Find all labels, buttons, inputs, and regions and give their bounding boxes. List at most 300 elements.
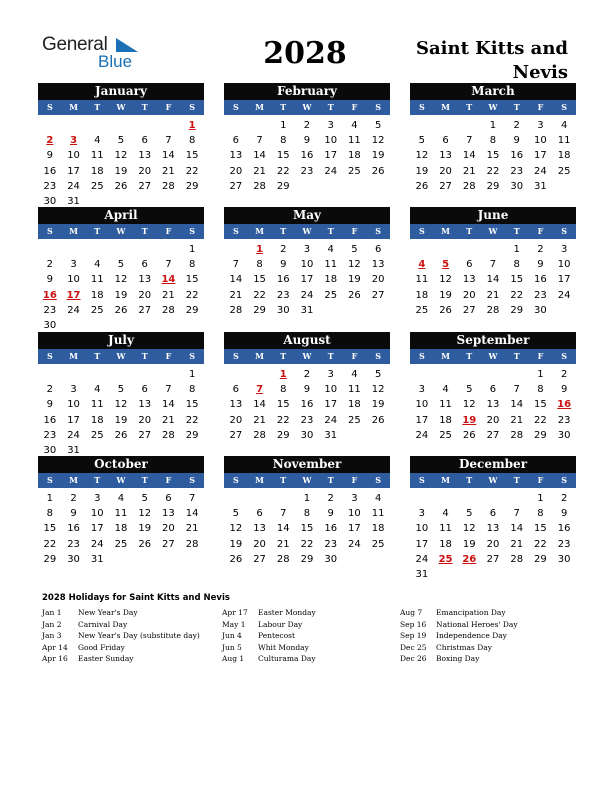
- country-name: [368, 37, 568, 85]
- weekday-header: [410, 473, 576, 488]
- day-cell: 2: [280, 244, 287, 255]
- days-grid: [410, 242, 576, 318]
- days-grid: [38, 491, 204, 567]
- weekday-label: F: [537, 351, 544, 361]
- day-cell: 19: [114, 414, 128, 426]
- weekday-label: F: [351, 226, 358, 236]
- day-cell: 15: [43, 523, 57, 535]
- day-cell: 5: [418, 135, 426, 147]
- day-cell: 23: [324, 538, 338, 550]
- day-cell: 7: [188, 493, 196, 504]
- day-cell: 15: [276, 399, 290, 411]
- day-cell: 22: [253, 289, 266, 301]
- day-cell: 30: [557, 429, 571, 441]
- weekday-label: T: [94, 351, 101, 361]
- day-cell: 7: [513, 508, 520, 520]
- day-cell: 5: [141, 493, 148, 504]
- holiday-date: Apr 16: [42, 654, 68, 664]
- day-cell: 8: [513, 259, 520, 271]
- day-cell: 11: [90, 399, 104, 411]
- empty-day-cell: [62, 118, 86, 133]
- weekday-header: [38, 224, 204, 239]
- day-cell: 3: [327, 369, 334, 380]
- day-cell: 14: [462, 150, 476, 162]
- day-cell: 15: [510, 274, 524, 286]
- day-cell: 26: [439, 304, 452, 316]
- weekday-label: F: [165, 475, 172, 485]
- day-cell: 16: [276, 274, 290, 286]
- day-cell: 7: [513, 384, 520, 396]
- day-cell: 30: [534, 304, 547, 316]
- holiday-date: Sep 19: [400, 631, 427, 641]
- holiday-day-cell: 1: [279, 369, 287, 380]
- day-cell: 24: [67, 304, 80, 316]
- day-cell: 17: [348, 523, 361, 535]
- day-cell: 10: [90, 508, 104, 520]
- day-cell: 13: [486, 523, 500, 535]
- holiday-day-cell: 16: [42, 289, 57, 301]
- holiday-day-cell: 1: [188, 120, 196, 131]
- day-cell: 14: [253, 399, 266, 411]
- day-cell: 13: [371, 259, 385, 271]
- day-cell: 21: [229, 289, 243, 301]
- weekday-label: T: [141, 351, 148, 361]
- weekday-label: M: [255, 351, 264, 361]
- day-cell: 17: [300, 274, 314, 286]
- holidays-column: [42, 607, 218, 665]
- weekday-label: W: [302, 475, 312, 485]
- day-cell: 19: [462, 538, 476, 550]
- day-cell: 29: [185, 429, 199, 441]
- month-december: [410, 456, 576, 582]
- day-cell: 28: [276, 553, 290, 565]
- day-cell: 27: [138, 180, 152, 192]
- day-cell: 1: [188, 369, 196, 380]
- day-cell: 22: [276, 165, 290, 177]
- weekday-label: W: [116, 475, 126, 485]
- day-cell: 14: [162, 150, 175, 162]
- day-cell: 4: [442, 384, 449, 396]
- holiday-day-cell: 19: [462, 414, 477, 426]
- day-cell: 8: [256, 259, 263, 271]
- day-cell: 30: [276, 304, 290, 316]
- day-cell: 29: [486, 180, 500, 192]
- holiday-date: Dec 25: [400, 642, 427, 652]
- empty-day-cell: [85, 242, 109, 257]
- day-cell: 12: [462, 399, 476, 411]
- day-cell: 17: [67, 165, 80, 177]
- day-cell: 17: [324, 150, 338, 162]
- day-cell: 22: [510, 289, 524, 301]
- day-cell: 8: [188, 135, 196, 147]
- weekday-label: S: [375, 102, 382, 112]
- month-title: July: [38, 332, 204, 349]
- holiday-name: New Year's Day: [78, 608, 138, 617]
- day-cell: 31: [90, 553, 104, 565]
- day-cell: 15: [300, 523, 314, 535]
- month-february: [224, 83, 390, 194]
- day-cell: 12: [462, 523, 476, 535]
- empty-day-cell: [157, 242, 181, 257]
- day-cell: 14: [253, 150, 266, 162]
- day-cell: 12: [415, 150, 429, 162]
- weekday-label: T: [513, 475, 520, 485]
- holiday-date: Jan 2: [42, 619, 62, 629]
- holiday-day-cell: 2: [46, 135, 54, 147]
- weekday-label: W: [488, 226, 498, 236]
- day-cell: 6: [256, 508, 263, 520]
- day-cell: 25: [114, 538, 128, 550]
- day-cell: 30: [43, 444, 57, 456]
- weekday-label: S: [418, 351, 425, 361]
- day-cell: 2: [70, 493, 77, 504]
- holiday-day-cell: 1: [256, 244, 264, 255]
- weekday-label: T: [327, 351, 334, 361]
- day-cell: 11: [90, 150, 104, 162]
- day-cell: 10: [415, 523, 429, 535]
- holiday-date: Aug 1: [222, 654, 245, 664]
- holiday-row: [222, 642, 398, 654]
- holiday-date: Jan 3: [42, 631, 62, 641]
- day-cell: 2: [560, 493, 568, 504]
- day-cell: 13: [229, 150, 243, 162]
- day-cell: 13: [439, 150, 452, 162]
- weekday-label: W: [488, 102, 498, 112]
- day-cell: 20: [462, 289, 476, 301]
- weekday-header: [38, 100, 204, 115]
- weekday-label: M: [441, 102, 450, 112]
- weekday-label: S: [232, 475, 239, 485]
- holiday-row: [222, 630, 398, 642]
- day-cell: 4: [351, 369, 358, 380]
- day-cell: 11: [324, 259, 338, 271]
- day-cell: 8: [537, 508, 544, 520]
- day-cell: 18: [324, 274, 338, 286]
- empty-day-cell: [38, 118, 62, 133]
- holiday-row: [42, 653, 218, 665]
- day-cell: 11: [371, 508, 385, 520]
- month-title: September: [410, 332, 576, 349]
- day-cell: 11: [439, 399, 452, 411]
- holidays-column: [222, 607, 398, 665]
- weekday-label: T: [466, 226, 473, 236]
- day-cell: 13: [486, 399, 500, 411]
- day-cell: 3: [418, 384, 426, 396]
- day-cell: 19: [348, 274, 361, 286]
- days-grid: [224, 367, 390, 443]
- empty-day-cell: [62, 367, 86, 382]
- holiday-name: Carnival Day: [78, 619, 128, 629]
- empty-day-cell: [248, 491, 272, 506]
- day-cell: 21: [162, 414, 175, 426]
- day-cell: 14: [185, 508, 199, 520]
- holiday-date: Jun 4: [222, 631, 242, 641]
- day-cell: 18: [415, 289, 429, 301]
- day-cell: 4: [560, 120, 568, 131]
- weekday-label: T: [327, 102, 334, 112]
- day-cell: 20: [162, 523, 175, 535]
- day-cell: 29: [253, 304, 266, 316]
- day-cell: 14: [276, 523, 290, 535]
- holiday-day-cell: 14: [161, 274, 176, 286]
- day-cell: 20: [229, 414, 243, 426]
- empty-day-cell: [224, 367, 248, 382]
- day-cell: 24: [300, 289, 314, 301]
- country-name-line-2: Nevis: [512, 62, 568, 83]
- day-cell: 29: [185, 180, 199, 192]
- day-cell: 5: [351, 244, 358, 255]
- day-cell: 13: [253, 523, 266, 535]
- holiday-date: Jun 5: [222, 642, 242, 652]
- day-cell: 27: [439, 180, 452, 192]
- day-cell: 15: [534, 399, 547, 411]
- empty-day-cell: [62, 242, 86, 257]
- day-cell: 6: [374, 244, 382, 255]
- day-cell: 28: [162, 304, 175, 316]
- empty-day-cell: [224, 491, 248, 506]
- empty-day-cell: [224, 118, 248, 133]
- weekday-label: M: [255, 102, 264, 112]
- day-cell: 27: [253, 553, 266, 565]
- weekday-label: T: [327, 226, 334, 236]
- day-cell: 6: [489, 508, 497, 520]
- empty-day-cell: [248, 367, 272, 382]
- weekday-label: T: [141, 102, 148, 112]
- holiday-row: [42, 642, 218, 654]
- day-cell: 17: [415, 538, 429, 550]
- weekday-label: F: [537, 475, 544, 485]
- day-cell: 13: [138, 150, 152, 162]
- weekday-label: W: [116, 102, 126, 112]
- empty-day-cell: [109, 118, 133, 133]
- month-title: March: [410, 83, 576, 100]
- day-cell: 20: [138, 414, 152, 426]
- day-cell: 18: [557, 150, 571, 162]
- weekday-label: T: [513, 226, 520, 236]
- weekday-label: S: [561, 102, 568, 112]
- days-grid: [224, 242, 390, 318]
- holiday-date: Sep 16: [400, 619, 427, 629]
- day-cell: 25: [371, 538, 385, 550]
- day-cell: 5: [117, 259, 125, 271]
- day-cell: 22: [185, 414, 199, 426]
- day-cell: 30: [510, 180, 524, 192]
- day-cell: 22: [300, 538, 314, 550]
- day-cell: 2: [560, 369, 568, 380]
- days-grid: [410, 367, 576, 443]
- day-cell: 5: [466, 384, 473, 396]
- empty-day-cell: [457, 118, 481, 133]
- day-cell: 24: [67, 180, 80, 192]
- day-cell: 21: [510, 538, 524, 550]
- day-cell: 17: [534, 150, 547, 162]
- weekday-label: T: [94, 102, 101, 112]
- day-cell: 31: [324, 429, 338, 441]
- day-cell: 13: [138, 274, 152, 286]
- day-cell: 8: [280, 384, 287, 396]
- weekday-label: S: [232, 102, 239, 112]
- logo-word-blue: Blue: [98, 52, 133, 71]
- weekday-label: W: [488, 351, 498, 361]
- holiday-day-cell: 4: [418, 259, 426, 271]
- day-cell: 26: [114, 304, 128, 316]
- empty-day-cell: [157, 118, 181, 133]
- day-cell: 12: [138, 508, 152, 520]
- day-cell: 29: [534, 553, 547, 565]
- day-cell: 28: [253, 180, 266, 192]
- weekday-label: S: [561, 475, 568, 485]
- general-blue-logo: [42, 34, 142, 74]
- day-cell: 3: [418, 508, 426, 520]
- weekday-label: F: [165, 102, 172, 112]
- weekday-label: F: [165, 226, 172, 236]
- day-cell: 13: [462, 274, 476, 286]
- day-cell: 20: [439, 165, 452, 177]
- weekday-label: W: [302, 351, 312, 361]
- weekday-label: F: [351, 351, 358, 361]
- day-cell: 1: [280, 120, 287, 131]
- day-cell: 6: [489, 384, 497, 396]
- weekday-label: F: [537, 102, 544, 112]
- holidays-title: 2028 Holidays for Saint Kitts and Nevis: [42, 593, 230, 603]
- weekday-label: M: [441, 226, 450, 236]
- day-cell: 21: [185, 523, 199, 535]
- holiday-name: Christmas Day: [436, 642, 492, 652]
- day-cell: 22: [43, 538, 57, 550]
- day-cell: 10: [415, 399, 429, 411]
- day-cell: 7: [256, 135, 263, 147]
- day-cell: 15: [534, 523, 547, 535]
- weekday-header: [410, 100, 576, 115]
- day-cell: 5: [117, 135, 125, 147]
- day-cell: 8: [46, 508, 54, 520]
- days-grid: [410, 118, 576, 194]
- empty-day-cell: [271, 491, 295, 506]
- weekday-label: M: [69, 351, 78, 361]
- weekday-header: [224, 224, 390, 239]
- holiday-name: New Year's Day (substitute day): [78, 631, 200, 641]
- day-cell: 16: [300, 399, 314, 411]
- holiday-name: Culturama Day: [258, 654, 316, 664]
- day-cell: 28: [162, 429, 175, 441]
- day-cell: 4: [117, 493, 125, 504]
- day-cell: 24: [324, 414, 338, 426]
- day-cell: 12: [439, 274, 452, 286]
- day-cell: 24: [415, 429, 429, 441]
- holiday-row: [400, 653, 576, 665]
- weekday-label: T: [466, 102, 473, 112]
- holiday-name: Whit Monday: [258, 642, 309, 652]
- day-cell: 24: [67, 429, 80, 441]
- month-title: January: [38, 83, 204, 100]
- day-cell: 20: [486, 538, 500, 550]
- weekday-label: S: [189, 226, 196, 236]
- weekday-header: [410, 224, 576, 239]
- holiday-name: Emancipation Day: [436, 608, 506, 617]
- weekday-header: [38, 349, 204, 364]
- weekday-label: S: [46, 226, 53, 236]
- holiday-name: Easter Sunday: [78, 654, 134, 664]
- month-title: August: [224, 332, 390, 349]
- day-cell: 11: [348, 384, 361, 396]
- day-cell: 12: [371, 135, 385, 147]
- logo-word-general: General: [42, 34, 108, 55]
- weekday-label: S: [232, 226, 239, 236]
- day-cell: 12: [114, 399, 128, 411]
- empty-day-cell: [109, 242, 133, 257]
- month-title: December: [410, 456, 576, 473]
- day-cell: 21: [276, 538, 290, 550]
- weekday-label: S: [189, 351, 196, 361]
- day-cell: 7: [165, 384, 172, 396]
- day-cell: 26: [138, 538, 152, 550]
- weekday-label: W: [302, 226, 312, 236]
- day-cell: 10: [557, 259, 571, 271]
- holiday-name: Pentecost: [258, 631, 296, 641]
- weekday-label: T: [466, 351, 473, 361]
- day-cell: 15: [185, 150, 199, 162]
- month-october: [38, 456, 204, 567]
- day-cell: 27: [162, 538, 175, 550]
- weekday-label: M: [69, 475, 78, 485]
- day-cell: 11: [439, 523, 452, 535]
- holiday-name: Labour Day: [258, 619, 303, 629]
- day-cell: 23: [43, 304, 57, 316]
- day-cell: 28: [510, 553, 524, 565]
- day-cell: 12: [229, 523, 243, 535]
- weekday-header: [410, 349, 576, 364]
- day-cell: 24: [348, 538, 361, 550]
- day-cell: 3: [70, 259, 77, 271]
- month-march: [410, 83, 576, 194]
- weekday-label: S: [561, 226, 568, 236]
- weekday-header: [224, 100, 390, 115]
- day-cell: 31: [415, 568, 429, 580]
- day-cell: 27: [229, 180, 243, 192]
- day-cell: 24: [534, 165, 547, 177]
- day-cell: 2: [303, 120, 311, 131]
- day-cell: 18: [348, 150, 361, 162]
- weekday-label: F: [165, 351, 172, 361]
- day-cell: 28: [162, 180, 175, 192]
- day-cell: 5: [374, 369, 382, 380]
- day-cell: 23: [300, 165, 314, 177]
- weekday-label: F: [351, 102, 358, 112]
- day-cell: 2: [46, 384, 54, 396]
- day-cell: 30: [324, 553, 338, 565]
- month-january: [38, 83, 204, 209]
- empty-day-cell: [434, 242, 458, 257]
- holiday-day-cell: 7: [256, 384, 264, 396]
- day-cell: 22: [486, 165, 500, 177]
- empty-day-cell: [85, 367, 109, 382]
- weekday-label: M: [255, 475, 264, 485]
- day-cell: 7: [280, 508, 287, 520]
- holidays-column: [400, 607, 576, 665]
- day-cell: 9: [46, 150, 54, 162]
- day-cell: 24: [415, 553, 429, 565]
- weekday-label: S: [232, 351, 239, 361]
- day-cell: 18: [348, 399, 361, 411]
- day-cell: 9: [513, 135, 520, 147]
- day-cell: 14: [229, 274, 243, 286]
- day-cell: 16: [300, 150, 314, 162]
- weekday-label: T: [327, 475, 334, 485]
- day-cell: 21: [510, 414, 524, 426]
- day-cell: 11: [415, 274, 429, 286]
- weekday-label: T: [94, 226, 101, 236]
- day-cell: 17: [67, 414, 80, 426]
